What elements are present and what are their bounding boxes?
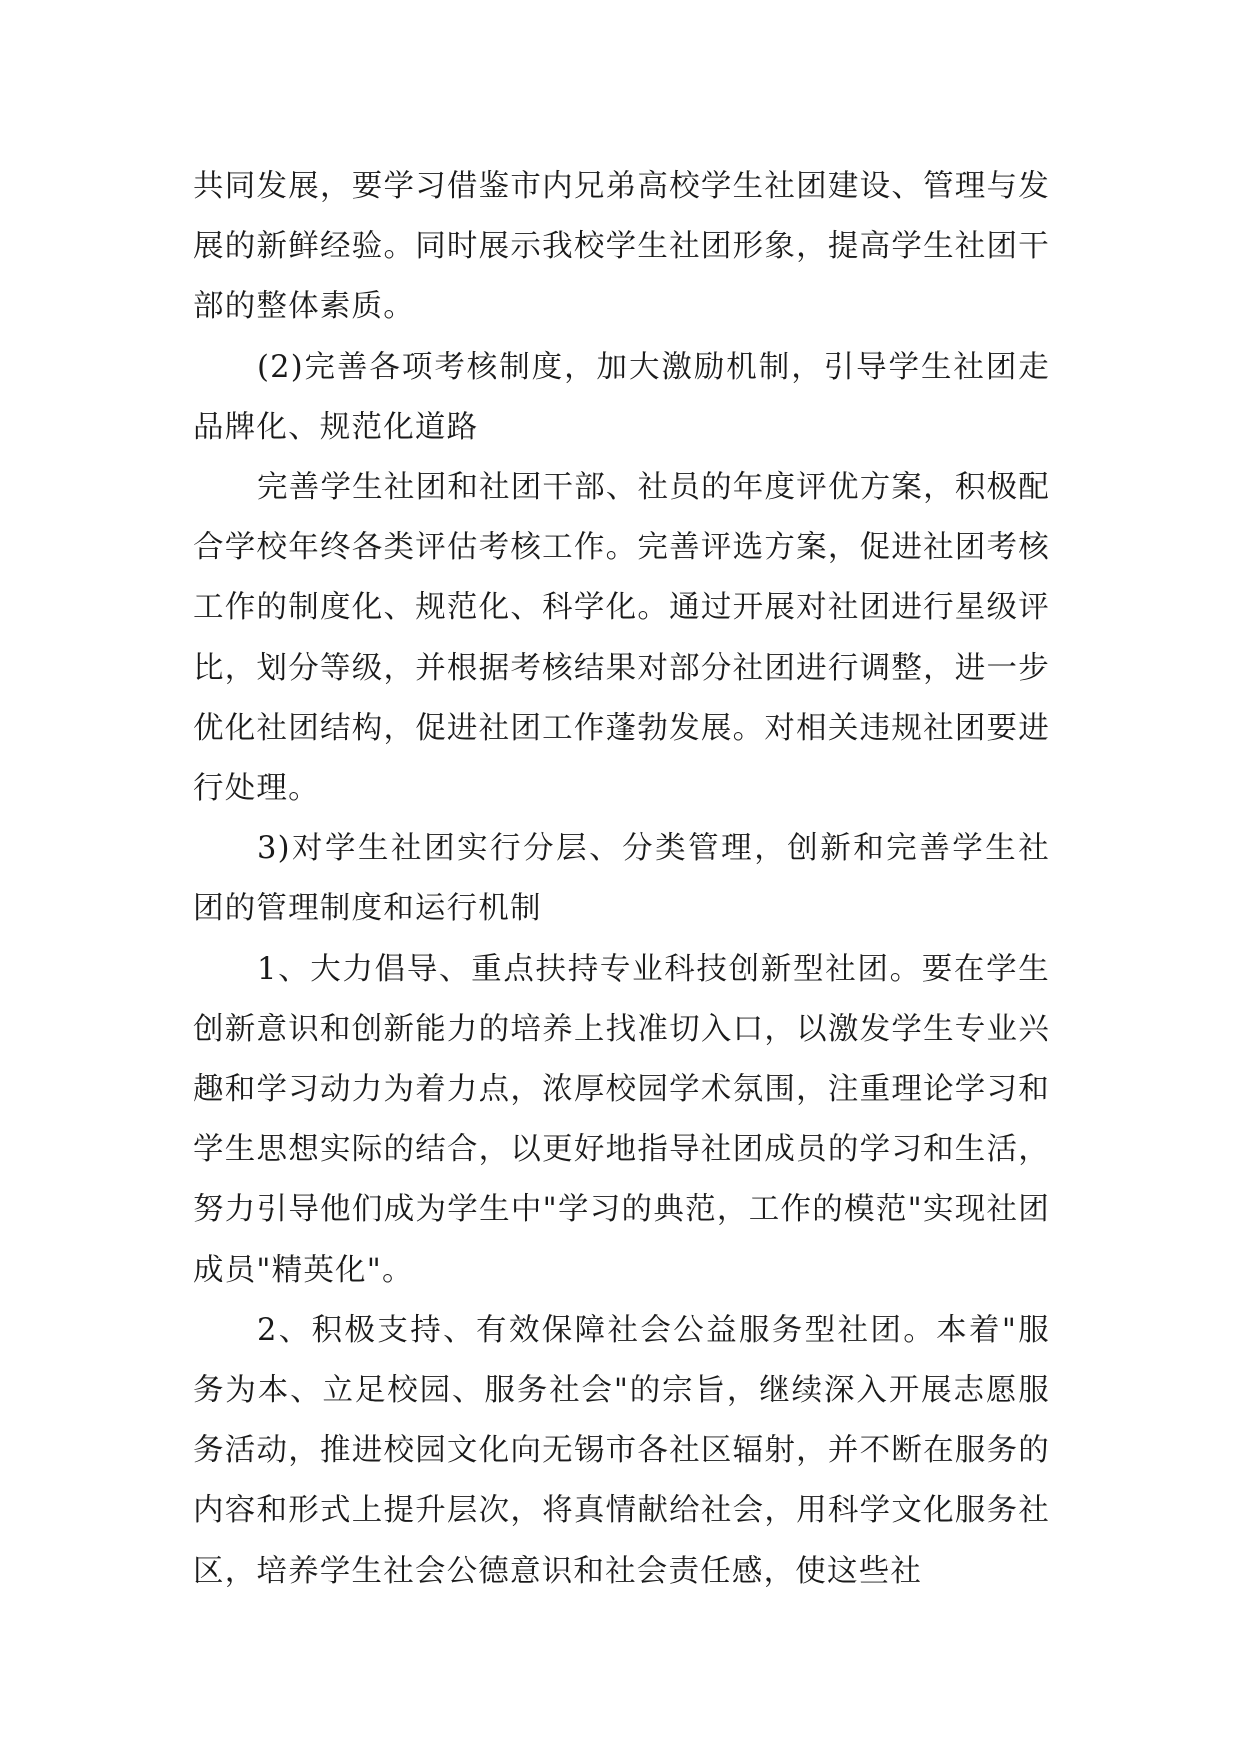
paragraph-4-heading: 3)对学生社团实行分层、分类管理，创新和完善学生社团的管理制度和运行机制	[193, 831, 1050, 927]
paragraph-2-heading: (2)完善各项考核制度，加大激励机制，引导学生社团走品牌化、规范化道路	[193, 349, 1050, 445]
paragraph-6: 2、积极支持、有效保障社会公益服务型社团。本着"服务为本、立足校园、服务社会"的宗旨，继续深入开展志愿服务活动，推进校园文化向无锡市各社区辐射，并不断在服务的内容和形式上提升层次，将真情献给社会，用科学文化服务社区，培养学生社会公德意识和社会责任感，使这些社	[193, 1312, 1050, 1589]
paragraph-1: 共同发展，要学习借鉴市内兄弟高校学生社团建设、管理与发展的新鲜经验。同时展示我校学生社团形象，提高学生社团干部的整体素质。	[193, 169, 1050, 325]
paragraph-3: 完善学生社团和社团干部、社员的年度评优方案，积极配合学校年终各类评估考核工作。完善评选方案，促进社团考核工作的制度化、规范化、科学化。通过开展对社团进行星级评比，划分等级，并根据考核结果对部分社团进行调整，进一步优化社团结构，促进社团工作蓬勃发展。对相关违规社团要进行处理。	[193, 470, 1050, 807]
paragraph-5: 1、大力倡导、重点扶持专业科技创新型社团。要在学生创新意识和创新能力的培养上找准切入口，以激发学生专业兴趣和学习动力为着力点，浓厚校园学术氛围，注重理论学习和学生思想实际的结合，以更好地指导社团成员的学习和生活，努力引导他们成为学生中"学习的典范，工作的模范"实现社团成员"精英化"。	[193, 951, 1050, 1288]
document-body	[193, 157, 1050, 1602]
